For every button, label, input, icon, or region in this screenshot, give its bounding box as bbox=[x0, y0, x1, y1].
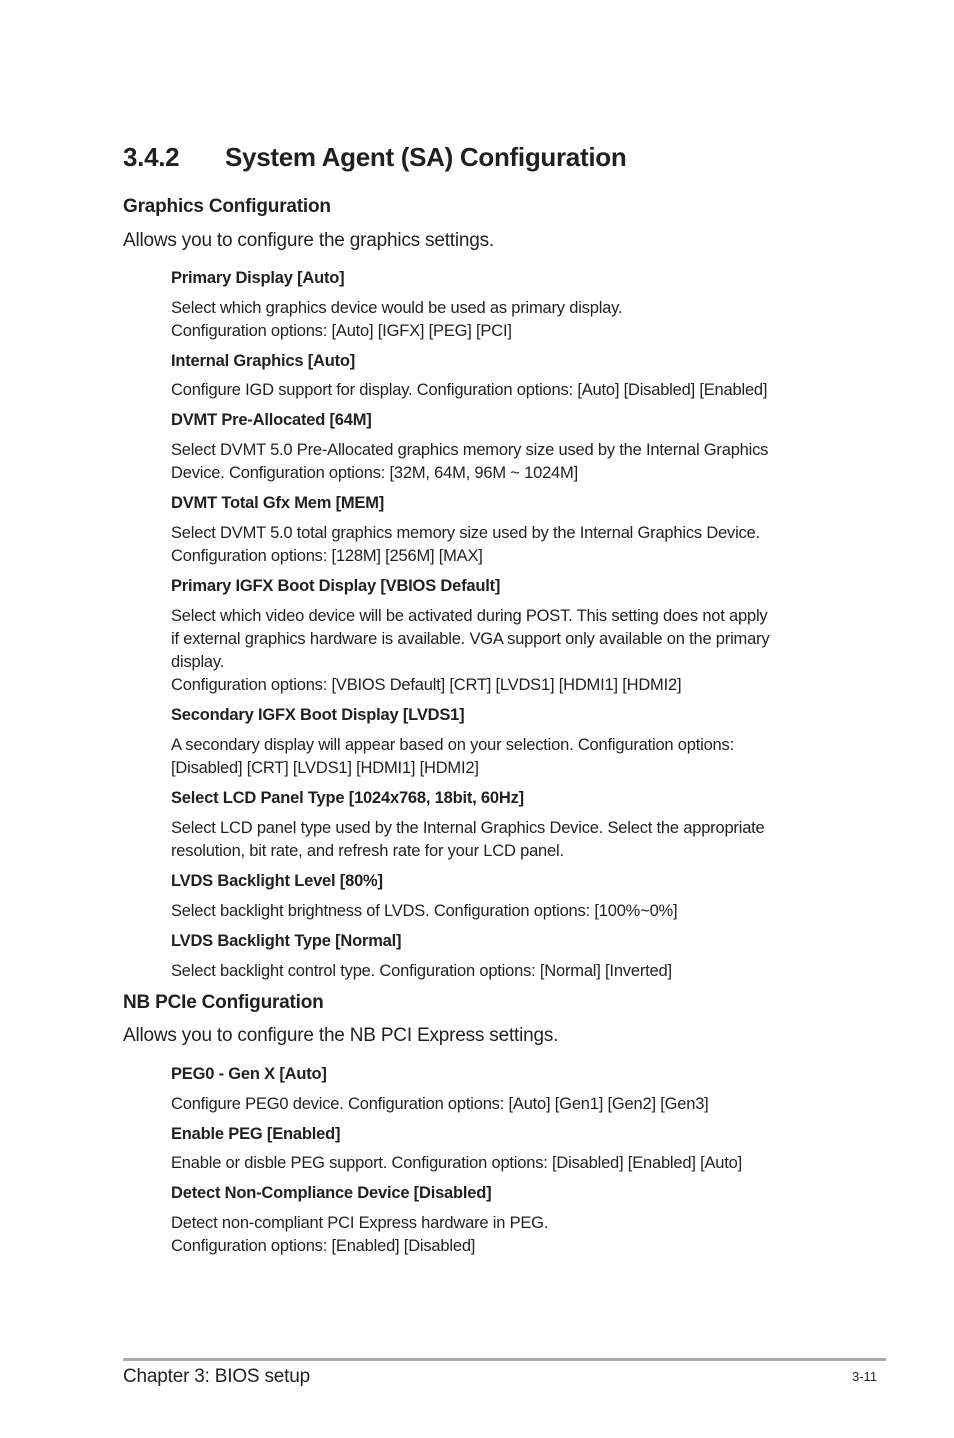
desc-line: Configuration options: [128M] [256M] [MAX] bbox=[171, 547, 483, 565]
desc-line: if external graphics hardware is available. VGA support only available on the primary bbox=[171, 630, 770, 648]
desc-line: resolution, bit rate, and refresh rate for your LCD panel. bbox=[171, 842, 564, 860]
desc-line: Configure PEG0 device. Configuration options: [Auto] [Gen1] [Gen2] [Gen3] bbox=[171, 1095, 709, 1113]
item-desc-enable-peg bbox=[171, 1152, 831, 1175]
desc-line: Select backlight control type. Configuration options: [Normal] [Inverted] bbox=[171, 962, 672, 980]
item-desc-internal-graphics bbox=[171, 379, 831, 402]
desc-line: display. bbox=[171, 653, 225, 671]
desc-line: [Disabled] [CRT] [LVDS1] [HDMI1] [HDMI2] bbox=[171, 759, 479, 777]
item-desc-detect-non-compliance bbox=[171, 1212, 831, 1258]
item-desc-lvds-backlight-level bbox=[171, 900, 831, 923]
desc-line: Configuration options: [Auto] [IGFX] [PEG] [PCI] bbox=[171, 322, 512, 340]
item-title-enable-peg: Enable PEG [Enabled] bbox=[171, 1125, 341, 1143]
item-title-lvds-backlight-type: LVDS Backlight Type [Normal] bbox=[171, 932, 402, 950]
item-desc-dvmt-total-gfx-mem bbox=[171, 522, 831, 568]
item-desc-dvmt-pre-allocated bbox=[171, 439, 831, 485]
desc-line: Select which video device will be activated during POST. This setting does not apply bbox=[171, 607, 768, 625]
desc-line: Configuration options: [VBIOS Default] [CRT] [LVDS1] [HDMI1] [HDMI2] bbox=[171, 676, 682, 694]
desc-line: Select LCD panel type used by the Internal Graphics Device. Select the appropriate bbox=[171, 819, 765, 837]
item-title-primary-display: Primary Display [Auto] bbox=[171, 269, 345, 287]
desc-line: Select DVMT 5.0 total graphics memory size used by the Internal Graphics Device. bbox=[171, 524, 760, 542]
footer-page-number: 3-11 bbox=[852, 1369, 878, 1384]
item-desc-peg0-gen-x bbox=[171, 1093, 831, 1116]
item-title-lvds-backlight-level: LVDS Backlight Level [80%] bbox=[171, 872, 383, 890]
desc-line: Select backlight brightness of LVDS. Configuration options: [100%~0%] bbox=[171, 902, 678, 920]
item-desc-lcd-panel-type bbox=[171, 817, 831, 863]
item-title-dvmt-pre-allocated: DVMT Pre-Allocated [64M] bbox=[171, 411, 372, 429]
item-title-secondary-igfx-boot-display: Secondary IGFX Boot Display [LVDS1] bbox=[171, 706, 465, 724]
item-desc-primary-display bbox=[171, 297, 831, 343]
desc-line: Select DVMT 5.0 Pre-Allocated graphics memory size used by the Internal Graphics bbox=[171, 441, 769, 459]
graphics-config-heading: Graphics Configuration bbox=[123, 196, 331, 217]
item-title-detect-non-compliance: Detect Non-Compliance Device [Disabled] bbox=[171, 1184, 492, 1202]
footer-chapter: Chapter 3: BIOS setup bbox=[123, 1366, 310, 1387]
section-number: 3.4.2 bbox=[123, 142, 180, 172]
nb-pcie-config-intro: Allows you to configure the NB PCI Express settings. bbox=[123, 1025, 559, 1046]
item-title-dvmt-total-gfx-mem: DVMT Total Gfx Mem [MEM] bbox=[171, 494, 385, 512]
item-title-internal-graphics: Internal Graphics [Auto] bbox=[171, 352, 356, 370]
desc-line: Detect non-compliant PCI Express hardware in PEG. bbox=[171, 1214, 549, 1232]
desc-line: A secondary display will appear based on your selection. Configuration options: bbox=[171, 736, 734, 754]
item-title-peg0-gen-x: PEG0 - Gen X [Auto] bbox=[171, 1065, 327, 1083]
item-desc-primary-igfx-boot-display bbox=[171, 605, 831, 697]
footer-divider bbox=[123, 1358, 886, 1361]
item-title-lcd-panel-type: Select LCD Panel Type [1024x768, 18bit, 60Hz] bbox=[171, 789, 524, 807]
desc-line: Select which graphics device would be used as primary display. bbox=[171, 299, 623, 317]
item-desc-lvds-backlight-type bbox=[171, 960, 831, 983]
item-desc-secondary-igfx-boot-display bbox=[171, 734, 831, 780]
desc-line: Configure IGD support for display. Configuration options: [Auto] [Disabled] [Enabled] bbox=[171, 381, 768, 399]
graphics-config-intro: Allows you to configure the graphics settings. bbox=[123, 230, 495, 251]
item-title-primary-igfx-boot-display: Primary IGFX Boot Display [VBIOS Default] bbox=[171, 577, 501, 595]
nb-pcie-config-heading: NB PCIe Configuration bbox=[123, 992, 324, 1013]
desc-line: Enable or disble PEG support. Configuration options: [Disabled] [Enabled] [Auto] bbox=[171, 1154, 743, 1172]
desc-line: Device. Configuration options: [32M, 64M, 96M ~ 1024M] bbox=[171, 464, 578, 482]
desc-line: Configuration options: [Enabled] [Disabled] bbox=[171, 1237, 476, 1255]
section-heading bbox=[123, 142, 626, 173]
section-title: System Agent (SA) Configuration bbox=[225, 142, 627, 172]
